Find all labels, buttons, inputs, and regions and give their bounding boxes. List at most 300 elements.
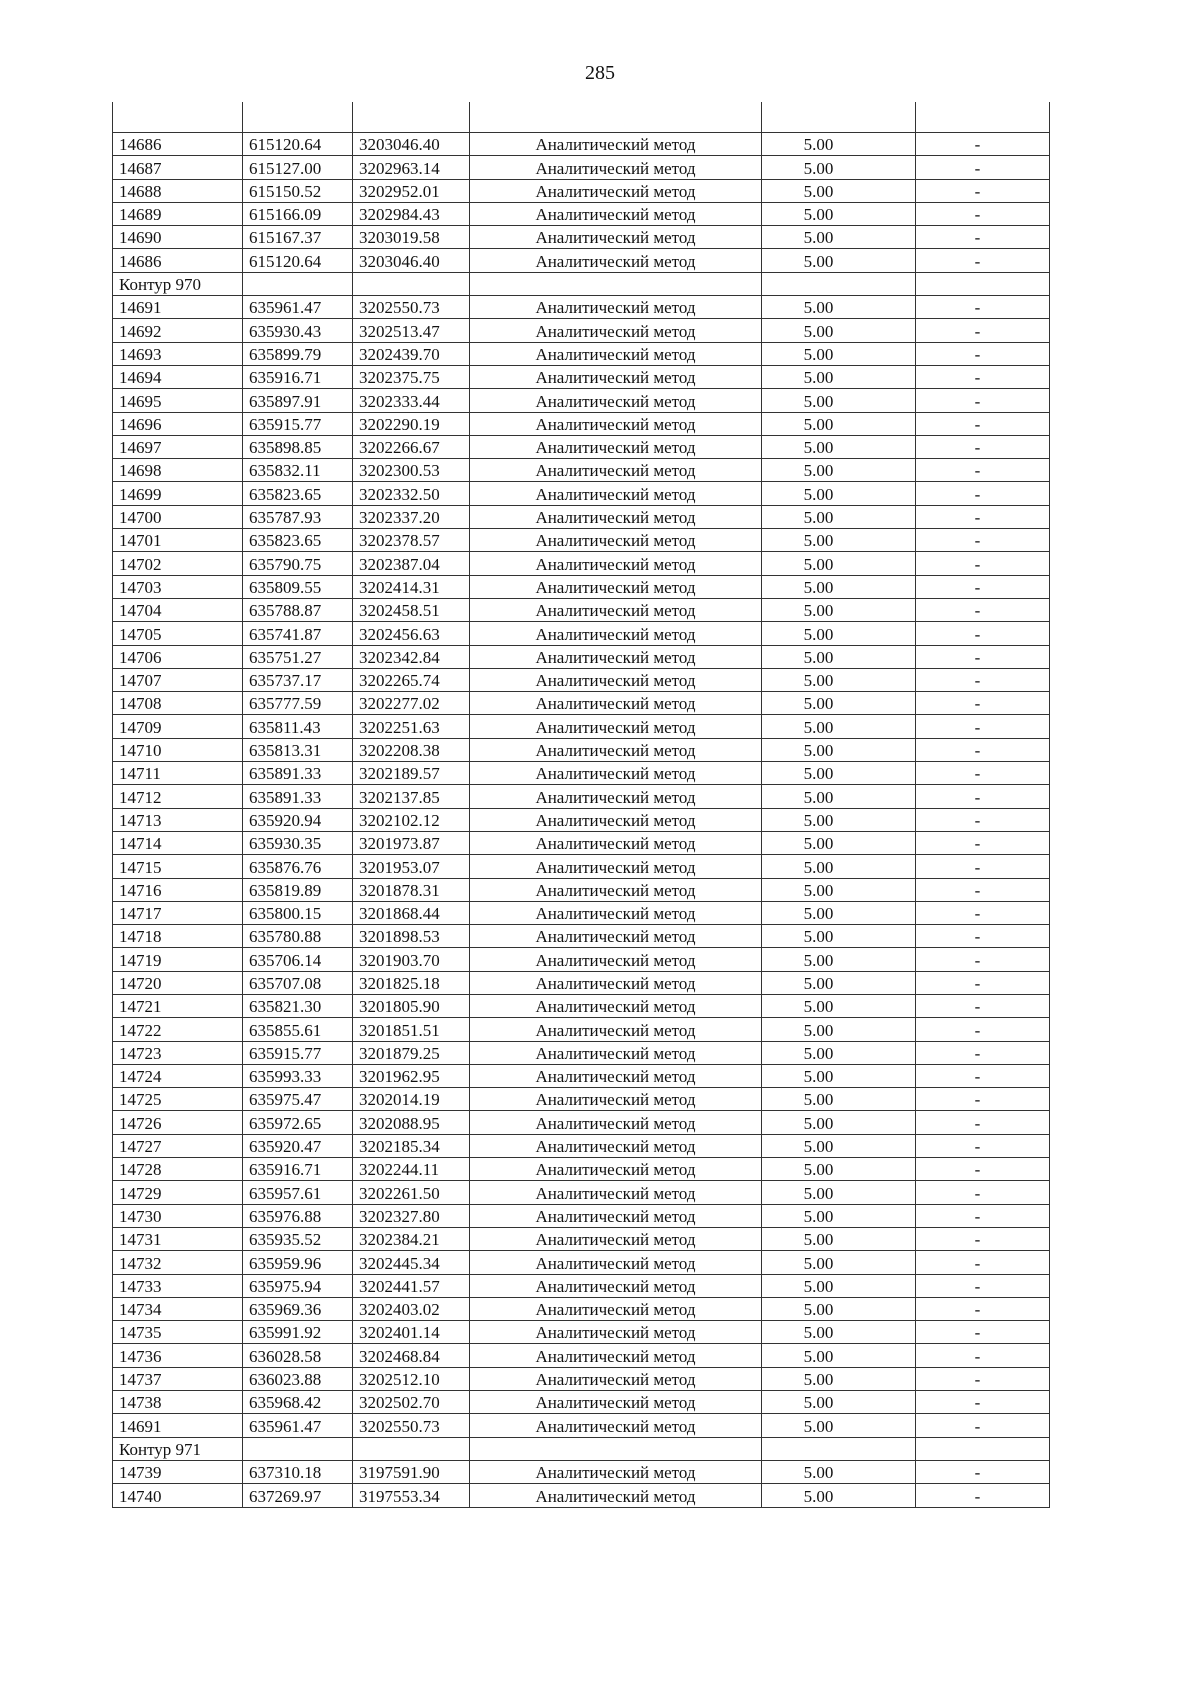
method-cell: Аналитический метод bbox=[470, 971, 762, 994]
x-coordinate-cell: 636028.58 bbox=[243, 1344, 353, 1367]
x-coordinate-cell: 635832.11 bbox=[243, 459, 353, 482]
accuracy-cell: 5.00 bbox=[762, 668, 916, 691]
accuracy-cell: 5.00 bbox=[762, 785, 916, 808]
table-row bbox=[113, 762, 1050, 785]
method-cell: Аналитический метод bbox=[470, 925, 762, 948]
header-cell bbox=[243, 102, 353, 133]
method-cell: Аналитический метод bbox=[470, 1391, 762, 1414]
note-cell: - bbox=[916, 1158, 1050, 1181]
accuracy-cell: 5.00 bbox=[762, 459, 916, 482]
accuracy-cell: 5.00 bbox=[762, 156, 916, 179]
note-cell: - bbox=[916, 1484, 1050, 1507]
table-row bbox=[113, 226, 1050, 249]
table-row bbox=[113, 622, 1050, 645]
x-coordinate-cell: 615127.00 bbox=[243, 156, 353, 179]
table-row bbox=[113, 529, 1050, 552]
table-row bbox=[113, 179, 1050, 202]
note-cell: - bbox=[916, 901, 1050, 924]
table-row bbox=[113, 1391, 1050, 1414]
table-row bbox=[113, 831, 1050, 854]
y-coordinate-cell: 3202445.34 bbox=[353, 1251, 470, 1274]
note-cell: - bbox=[916, 1460, 1050, 1483]
accuracy-cell: 5.00 bbox=[762, 505, 916, 528]
accuracy-cell: 5.00 bbox=[762, 971, 916, 994]
point-id-cell: 14711 bbox=[113, 762, 243, 785]
method-cell: Аналитический метод bbox=[470, 855, 762, 878]
x-coordinate-cell: 635959.96 bbox=[243, 1251, 353, 1274]
point-id-cell: 14716 bbox=[113, 878, 243, 901]
note-cell: - bbox=[916, 855, 1050, 878]
accuracy-cell: 5.00 bbox=[762, 645, 916, 668]
x-coordinate-cell: 635777.59 bbox=[243, 692, 353, 715]
table-header-row bbox=[113, 102, 1050, 133]
accuracy-cell: 5.00 bbox=[762, 1204, 916, 1227]
method-cell: Аналитический метод bbox=[470, 1484, 762, 1507]
note-cell: - bbox=[916, 971, 1050, 994]
accuracy-cell: 5.00 bbox=[762, 1181, 916, 1204]
y-coordinate-cell: 3202403.02 bbox=[353, 1297, 470, 1320]
accuracy-cell: 5.00 bbox=[762, 1274, 916, 1297]
note-cell: - bbox=[916, 1227, 1050, 1250]
method-cell: Аналитический метод bbox=[470, 505, 762, 528]
note-cell: - bbox=[916, 925, 1050, 948]
accuracy-cell: 5.00 bbox=[762, 994, 916, 1017]
method-cell: Аналитический метод bbox=[470, 1251, 762, 1274]
x-coordinate-cell: 635972.65 bbox=[243, 1111, 353, 1134]
table-row bbox=[113, 1414, 1050, 1437]
note-cell: - bbox=[916, 1367, 1050, 1390]
accuracy-cell: 5.00 bbox=[762, 715, 916, 738]
accuracy-cell: 5.00 bbox=[762, 226, 916, 249]
accuracy-cell: 5.00 bbox=[762, 1460, 916, 1483]
point-id-cell: 14712 bbox=[113, 785, 243, 808]
accuracy-cell: 5.00 bbox=[762, 901, 916, 924]
accuracy-cell: 5.00 bbox=[762, 482, 916, 505]
accuracy-cell: 5.00 bbox=[762, 738, 916, 761]
y-coordinate-cell: 3201953.07 bbox=[353, 855, 470, 878]
method-cell: Аналитический метод bbox=[470, 342, 762, 365]
method-cell: Аналитический метод bbox=[470, 1204, 762, 1227]
note-cell: - bbox=[916, 1111, 1050, 1134]
y-coordinate-cell: 3202375.75 bbox=[353, 365, 470, 388]
method-cell: Аналитический метод bbox=[470, 715, 762, 738]
method-cell: Аналитический метод bbox=[470, 226, 762, 249]
point-id-cell: 14733 bbox=[113, 1274, 243, 1297]
note-cell: - bbox=[916, 831, 1050, 854]
point-id-cell: 14695 bbox=[113, 389, 243, 412]
table-body bbox=[113, 102, 1050, 1507]
note-cell: - bbox=[916, 1251, 1050, 1274]
x-coordinate-cell: 635751.27 bbox=[243, 645, 353, 668]
table-row bbox=[113, 1227, 1050, 1250]
accuracy-cell: 5.00 bbox=[762, 808, 916, 831]
table-row bbox=[113, 156, 1050, 179]
y-coordinate-cell: 3202512.10 bbox=[353, 1367, 470, 1390]
method-cell: Аналитический метод bbox=[470, 459, 762, 482]
note-cell: - bbox=[916, 948, 1050, 971]
accuracy-cell: 5.00 bbox=[762, 529, 916, 552]
x-coordinate-cell: 635920.94 bbox=[243, 808, 353, 831]
empty-cell bbox=[470, 272, 762, 295]
contour-header-row bbox=[113, 272, 1050, 295]
table-row bbox=[113, 598, 1050, 621]
point-id-cell: 14717 bbox=[113, 901, 243, 924]
header-cell bbox=[762, 102, 916, 133]
x-coordinate-cell: 635707.08 bbox=[243, 971, 353, 994]
point-id-cell: 14740 bbox=[113, 1484, 243, 1507]
y-coordinate-cell: 3202244.11 bbox=[353, 1158, 470, 1181]
point-id-cell: 14690 bbox=[113, 226, 243, 249]
point-id-cell: 14689 bbox=[113, 202, 243, 225]
accuracy-cell: 5.00 bbox=[762, 831, 916, 854]
note-cell: - bbox=[916, 575, 1050, 598]
y-coordinate-cell: 3202550.73 bbox=[353, 296, 470, 319]
note-cell: - bbox=[916, 1064, 1050, 1087]
method-cell: Аналитический метод bbox=[470, 1088, 762, 1111]
point-id-cell: 14696 bbox=[113, 412, 243, 435]
note-cell: - bbox=[916, 133, 1050, 156]
accuracy-cell: 5.00 bbox=[762, 179, 916, 202]
x-coordinate-cell: 635876.76 bbox=[243, 855, 353, 878]
y-coordinate-cell: 3201879.25 bbox=[353, 1041, 470, 1064]
point-id-cell: 14709 bbox=[113, 715, 243, 738]
x-coordinate-cell: 635737.17 bbox=[243, 668, 353, 691]
table-row bbox=[113, 1041, 1050, 1064]
note-cell: - bbox=[916, 1391, 1050, 1414]
x-coordinate-cell: 635780.88 bbox=[243, 925, 353, 948]
point-id-cell: 14708 bbox=[113, 692, 243, 715]
method-cell: Аналитический метод bbox=[470, 1414, 762, 1437]
method-cell: Аналитический метод bbox=[470, 319, 762, 342]
x-coordinate-cell: 635788.87 bbox=[243, 598, 353, 621]
note-cell: - bbox=[916, 645, 1050, 668]
method-cell: Аналитический метод bbox=[470, 1041, 762, 1064]
note-cell: - bbox=[916, 738, 1050, 761]
point-id-cell: 14705 bbox=[113, 622, 243, 645]
point-id-cell: 14701 bbox=[113, 529, 243, 552]
note-cell: - bbox=[916, 692, 1050, 715]
accuracy-cell: 5.00 bbox=[762, 1344, 916, 1367]
empty-cell bbox=[762, 1437, 916, 1460]
y-coordinate-cell: 3202277.02 bbox=[353, 692, 470, 715]
note-cell: - bbox=[916, 296, 1050, 319]
y-coordinate-cell: 3202014.19 bbox=[353, 1088, 470, 1111]
y-coordinate-cell: 3202185.34 bbox=[353, 1134, 470, 1157]
table-row bbox=[113, 365, 1050, 388]
x-coordinate-cell: 635915.77 bbox=[243, 1041, 353, 1064]
accuracy-cell: 5.00 bbox=[762, 1227, 916, 1250]
coordinates-table bbox=[112, 102, 1050, 1508]
x-coordinate-cell: 635891.33 bbox=[243, 785, 353, 808]
note-cell: - bbox=[916, 762, 1050, 785]
empty-cell bbox=[916, 1437, 1050, 1460]
table-row bbox=[113, 878, 1050, 901]
empty-cell bbox=[916, 272, 1050, 295]
table-row bbox=[113, 435, 1050, 458]
y-coordinate-cell: 3202300.53 bbox=[353, 459, 470, 482]
point-id-cell: 14710 bbox=[113, 738, 243, 761]
point-id-cell: 14692 bbox=[113, 319, 243, 342]
accuracy-cell: 5.00 bbox=[762, 1297, 916, 1320]
note-cell: - bbox=[916, 412, 1050, 435]
y-coordinate-cell: 3201973.87 bbox=[353, 831, 470, 854]
y-coordinate-cell: 3203046.40 bbox=[353, 249, 470, 272]
table-row bbox=[113, 296, 1050, 319]
note-cell: - bbox=[916, 715, 1050, 738]
empty-cell bbox=[243, 272, 353, 295]
empty-cell bbox=[353, 272, 470, 295]
y-coordinate-cell: 3202502.70 bbox=[353, 1391, 470, 1414]
table-row bbox=[113, 1204, 1050, 1227]
table-row bbox=[113, 808, 1050, 831]
x-coordinate-cell: 635821.30 bbox=[243, 994, 353, 1017]
x-coordinate-cell: 635823.65 bbox=[243, 482, 353, 505]
table-row bbox=[113, 482, 1050, 505]
y-coordinate-cell: 3202952.01 bbox=[353, 179, 470, 202]
method-cell: Аналитический метод bbox=[470, 365, 762, 388]
method-cell: Аналитический метод bbox=[470, 738, 762, 761]
point-id-cell: 14737 bbox=[113, 1367, 243, 1390]
note-cell: - bbox=[916, 1297, 1050, 1320]
note-cell: - bbox=[916, 249, 1050, 272]
note-cell: - bbox=[916, 1414, 1050, 1437]
x-coordinate-cell: 635935.52 bbox=[243, 1227, 353, 1250]
method-cell: Аналитический метод bbox=[470, 412, 762, 435]
point-id-cell: 14720 bbox=[113, 971, 243, 994]
accuracy-cell: 5.00 bbox=[762, 435, 916, 458]
x-coordinate-cell: 635811.43 bbox=[243, 715, 353, 738]
note-cell: - bbox=[916, 552, 1050, 575]
accuracy-cell: 5.00 bbox=[762, 622, 916, 645]
accuracy-cell: 5.00 bbox=[762, 878, 916, 901]
y-coordinate-cell: 3202208.38 bbox=[353, 738, 470, 761]
note-cell: - bbox=[916, 1274, 1050, 1297]
accuracy-cell: 5.00 bbox=[762, 342, 916, 365]
note-cell: - bbox=[916, 226, 1050, 249]
point-id-cell: 14730 bbox=[113, 1204, 243, 1227]
x-coordinate-cell: 635809.55 bbox=[243, 575, 353, 598]
point-id-cell: 14723 bbox=[113, 1041, 243, 1064]
point-id-cell: 14698 bbox=[113, 459, 243, 482]
y-coordinate-cell: 3202468.84 bbox=[353, 1344, 470, 1367]
accuracy-cell: 5.00 bbox=[762, 552, 916, 575]
y-coordinate-cell: 3202266.67 bbox=[353, 435, 470, 458]
accuracy-cell: 5.00 bbox=[762, 1088, 916, 1111]
note-cell: - bbox=[916, 319, 1050, 342]
x-coordinate-cell: 635899.79 bbox=[243, 342, 353, 365]
y-coordinate-cell: 3201878.31 bbox=[353, 878, 470, 901]
x-coordinate-cell: 637269.97 bbox=[243, 1484, 353, 1507]
method-cell: Аналитический метод bbox=[470, 389, 762, 412]
x-coordinate-cell: 635957.61 bbox=[243, 1181, 353, 1204]
method-cell: Аналитический метод bbox=[470, 1181, 762, 1204]
accuracy-cell: 5.00 bbox=[762, 855, 916, 878]
accuracy-cell: 5.00 bbox=[762, 1484, 916, 1507]
accuracy-cell: 5.00 bbox=[762, 1391, 916, 1414]
accuracy-cell: 5.00 bbox=[762, 762, 916, 785]
point-id-cell: 14697 bbox=[113, 435, 243, 458]
x-coordinate-cell: 635991.92 bbox=[243, 1321, 353, 1344]
note-cell: - bbox=[916, 1344, 1050, 1367]
table-row bbox=[113, 692, 1050, 715]
accuracy-cell: 5.00 bbox=[762, 598, 916, 621]
accuracy-cell: 5.00 bbox=[762, 692, 916, 715]
point-id-cell: 14731 bbox=[113, 1227, 243, 1250]
method-cell: Аналитический метод bbox=[470, 622, 762, 645]
y-coordinate-cell: 3203019.58 bbox=[353, 226, 470, 249]
method-cell: Аналитический метод bbox=[470, 435, 762, 458]
x-coordinate-cell: 635787.93 bbox=[243, 505, 353, 528]
note-cell: - bbox=[916, 529, 1050, 552]
y-coordinate-cell: 3201868.44 bbox=[353, 901, 470, 924]
table-row bbox=[113, 948, 1050, 971]
method-cell: Аналитический метод bbox=[470, 762, 762, 785]
header-cell bbox=[916, 102, 1050, 133]
note-cell: - bbox=[916, 389, 1050, 412]
table-row bbox=[113, 1344, 1050, 1367]
y-coordinate-cell: 3201898.53 bbox=[353, 925, 470, 948]
table-row bbox=[113, 971, 1050, 994]
accuracy-cell: 5.00 bbox=[762, 202, 916, 225]
y-coordinate-cell: 3202102.12 bbox=[353, 808, 470, 831]
table-row bbox=[113, 1484, 1050, 1507]
method-cell: Аналитический метод bbox=[470, 249, 762, 272]
y-coordinate-cell: 3202261.50 bbox=[353, 1181, 470, 1204]
y-coordinate-cell: 3202384.21 bbox=[353, 1227, 470, 1250]
accuracy-cell: 5.00 bbox=[762, 1251, 916, 1274]
x-coordinate-cell: 635969.36 bbox=[243, 1297, 353, 1320]
method-cell: Аналитический метод bbox=[470, 831, 762, 854]
y-coordinate-cell: 3202337.20 bbox=[353, 505, 470, 528]
x-coordinate-cell: 635790.75 bbox=[243, 552, 353, 575]
table-row bbox=[113, 575, 1050, 598]
header-cell bbox=[113, 102, 243, 133]
x-coordinate-cell: 635897.91 bbox=[243, 389, 353, 412]
note-cell: - bbox=[916, 598, 1050, 621]
method-cell: Аналитический метод bbox=[470, 1018, 762, 1041]
point-id-cell: 14734 bbox=[113, 1297, 243, 1320]
header-cell bbox=[470, 102, 762, 133]
x-coordinate-cell: 635961.47 bbox=[243, 296, 353, 319]
note-cell: - bbox=[916, 1018, 1050, 1041]
note-cell: - bbox=[916, 878, 1050, 901]
point-id-cell: 14688 bbox=[113, 179, 243, 202]
table-row bbox=[113, 1367, 1050, 1390]
x-coordinate-cell: 636023.88 bbox=[243, 1367, 353, 1390]
y-coordinate-cell: 3202456.63 bbox=[353, 622, 470, 645]
method-cell: Аналитический метод bbox=[470, 1274, 762, 1297]
x-coordinate-cell: 635975.47 bbox=[243, 1088, 353, 1111]
y-coordinate-cell: 3202550.73 bbox=[353, 1414, 470, 1437]
accuracy-cell: 5.00 bbox=[762, 925, 916, 948]
y-coordinate-cell: 3202414.31 bbox=[353, 575, 470, 598]
point-id-cell: 14699 bbox=[113, 482, 243, 505]
x-coordinate-cell: 635800.15 bbox=[243, 901, 353, 924]
method-cell: Аналитический метод bbox=[470, 296, 762, 319]
method-cell: Аналитический метод bbox=[470, 202, 762, 225]
x-coordinate-cell: 635855.61 bbox=[243, 1018, 353, 1041]
point-id-cell: 14719 bbox=[113, 948, 243, 971]
note-cell: - bbox=[916, 1088, 1050, 1111]
method-cell: Аналитический метод bbox=[470, 529, 762, 552]
table-row bbox=[113, 1181, 1050, 1204]
y-coordinate-cell: 3202441.57 bbox=[353, 1274, 470, 1297]
coordinates-table-wrapper bbox=[112, 102, 1049, 1508]
y-coordinate-cell: 3203046.40 bbox=[353, 133, 470, 156]
method-cell: Аналитический метод bbox=[470, 598, 762, 621]
table-row bbox=[113, 994, 1050, 1017]
note-cell: - bbox=[916, 808, 1050, 831]
y-coordinate-cell: 3202401.14 bbox=[353, 1321, 470, 1344]
contour-header-row bbox=[113, 1437, 1050, 1460]
table-row bbox=[113, 1111, 1050, 1134]
accuracy-cell: 5.00 bbox=[762, 1321, 916, 1344]
method-cell: Аналитический метод bbox=[470, 645, 762, 668]
y-coordinate-cell: 3201825.18 bbox=[353, 971, 470, 994]
x-coordinate-cell: 637310.18 bbox=[243, 1460, 353, 1483]
point-id-cell: 14726 bbox=[113, 1111, 243, 1134]
contour-label: Контур 970 bbox=[113, 272, 243, 295]
method-cell: Аналитический метод bbox=[470, 1158, 762, 1181]
note-cell: - bbox=[916, 1321, 1050, 1344]
accuracy-cell: 5.00 bbox=[762, 1367, 916, 1390]
x-coordinate-cell: 635993.33 bbox=[243, 1064, 353, 1087]
point-id-cell: 14693 bbox=[113, 342, 243, 365]
point-id-cell: 14703 bbox=[113, 575, 243, 598]
table-row bbox=[113, 249, 1050, 272]
accuracy-cell: 5.00 bbox=[762, 365, 916, 388]
x-coordinate-cell: 635961.47 bbox=[243, 1414, 353, 1437]
note-cell: - bbox=[916, 342, 1050, 365]
method-cell: Аналитический метод bbox=[470, 1367, 762, 1390]
table-row bbox=[113, 342, 1050, 365]
note-cell: - bbox=[916, 1041, 1050, 1064]
point-id-cell: 14721 bbox=[113, 994, 243, 1017]
table-row bbox=[113, 389, 1050, 412]
empty-cell bbox=[470, 1437, 762, 1460]
accuracy-cell: 5.00 bbox=[762, 319, 916, 342]
x-coordinate-cell: 615120.64 bbox=[243, 133, 353, 156]
y-coordinate-cell: 3202513.47 bbox=[353, 319, 470, 342]
y-coordinate-cell: 3202137.85 bbox=[353, 785, 470, 808]
x-coordinate-cell: 635741.87 bbox=[243, 622, 353, 645]
method-cell: Аналитический метод bbox=[470, 692, 762, 715]
method-cell: Аналитический метод bbox=[470, 808, 762, 831]
table-row bbox=[113, 1134, 1050, 1157]
table-row bbox=[113, 901, 1050, 924]
x-coordinate-cell: 635930.35 bbox=[243, 831, 353, 854]
table-row bbox=[113, 1321, 1050, 1344]
table-row bbox=[113, 1251, 1050, 1274]
y-coordinate-cell: 3202290.19 bbox=[353, 412, 470, 435]
table-row bbox=[113, 459, 1050, 482]
x-coordinate-cell: 615166.09 bbox=[243, 202, 353, 225]
table-row bbox=[113, 925, 1050, 948]
x-coordinate-cell: 635975.94 bbox=[243, 1274, 353, 1297]
note-cell: - bbox=[916, 482, 1050, 505]
point-id-cell: 14704 bbox=[113, 598, 243, 621]
y-coordinate-cell: 3202984.43 bbox=[353, 202, 470, 225]
x-coordinate-cell: 635706.14 bbox=[243, 948, 353, 971]
note-cell: - bbox=[916, 785, 1050, 808]
y-coordinate-cell: 3202251.63 bbox=[353, 715, 470, 738]
note-cell: - bbox=[916, 994, 1050, 1017]
table-row bbox=[113, 645, 1050, 668]
accuracy-cell: 5.00 bbox=[762, 1064, 916, 1087]
note-cell: - bbox=[916, 622, 1050, 645]
empty-cell bbox=[762, 272, 916, 295]
accuracy-cell: 5.00 bbox=[762, 249, 916, 272]
